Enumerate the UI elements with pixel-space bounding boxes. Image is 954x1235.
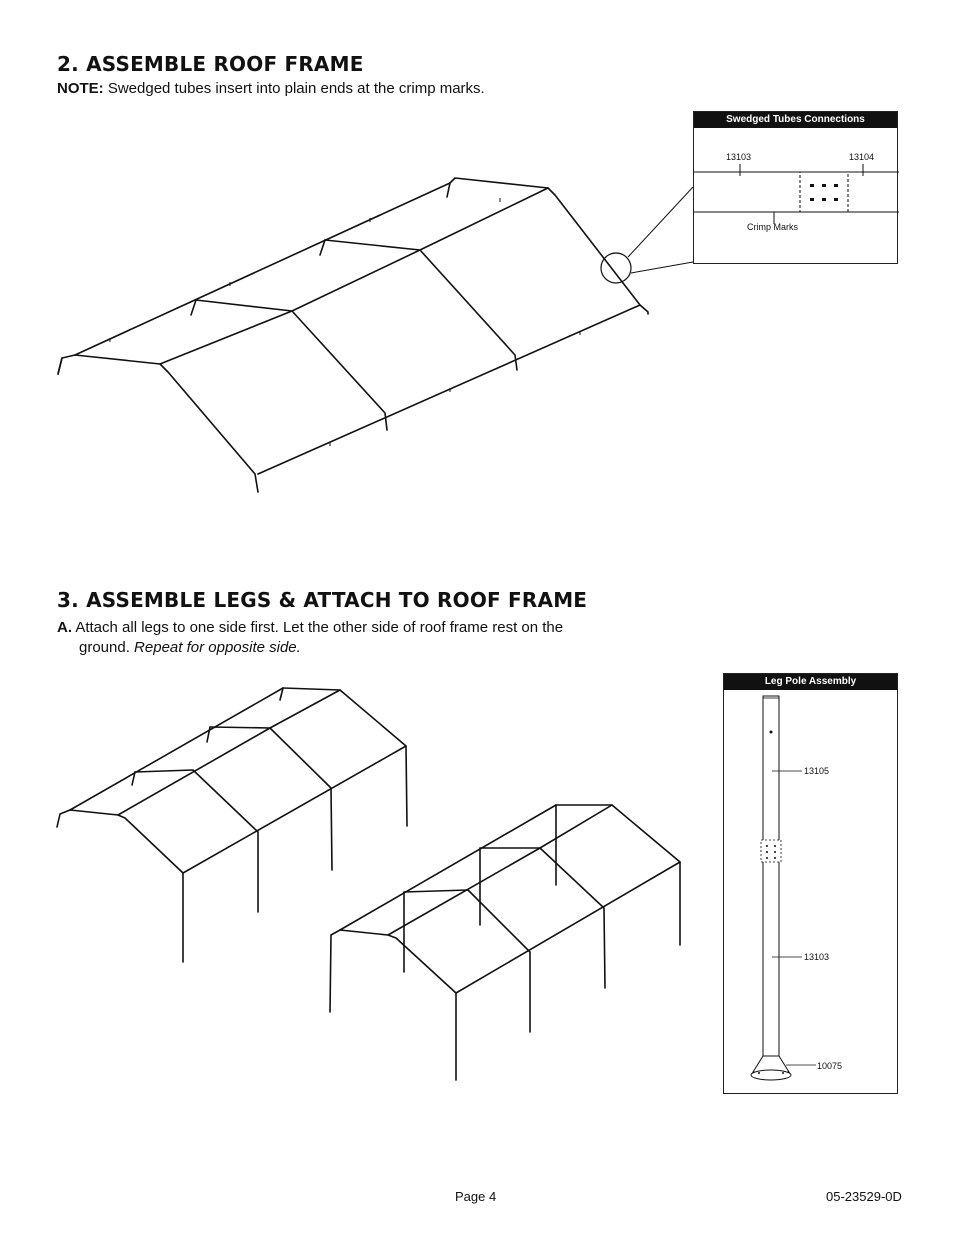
part-13104-label: 13104 bbox=[849, 152, 875, 162]
crimp-marks-label: Crimp Marks bbox=[747, 222, 798, 232]
document-number: 05-23529-0D bbox=[826, 1189, 902, 1204]
step-a-text-2: ground. bbox=[79, 639, 130, 656]
section-3-title: 3. ASSEMBLE LEGS & ATTACH TO ROOF FRAME bbox=[57, 588, 588, 612]
step-a-italic: Repeat for opposite side. bbox=[134, 639, 301, 656]
note-label: NOTE: bbox=[57, 80, 104, 97]
leg-pole-assembly-box bbox=[723, 673, 898, 1094]
step-a-text: Attach all legs to one side first. Let the other side of roof frame rest on the bbox=[75, 619, 564, 636]
page-number: Page 4 bbox=[455, 1189, 497, 1204]
step-a-label: A. bbox=[57, 619, 72, 636]
section-2-title: 2. ASSEMBLE ROOF FRAME bbox=[57, 52, 364, 76]
leg-box-title: Leg Pole Assembly bbox=[724, 674, 897, 690]
part-13103-label: 13103 bbox=[726, 152, 752, 162]
leg-pole-diagram bbox=[724, 674, 899, 1095]
part-13103-leg-label: 13103 bbox=[804, 952, 830, 962]
note-text: Swedged tubes insert into plain ends at the crimp marks. bbox=[107, 80, 485, 97]
part-10075-label: 10075 bbox=[817, 1061, 843, 1071]
part-13105-label: 13105 bbox=[804, 766, 830, 776]
swedged-box-title: Swedged Tubes Connections bbox=[694, 112, 897, 128]
